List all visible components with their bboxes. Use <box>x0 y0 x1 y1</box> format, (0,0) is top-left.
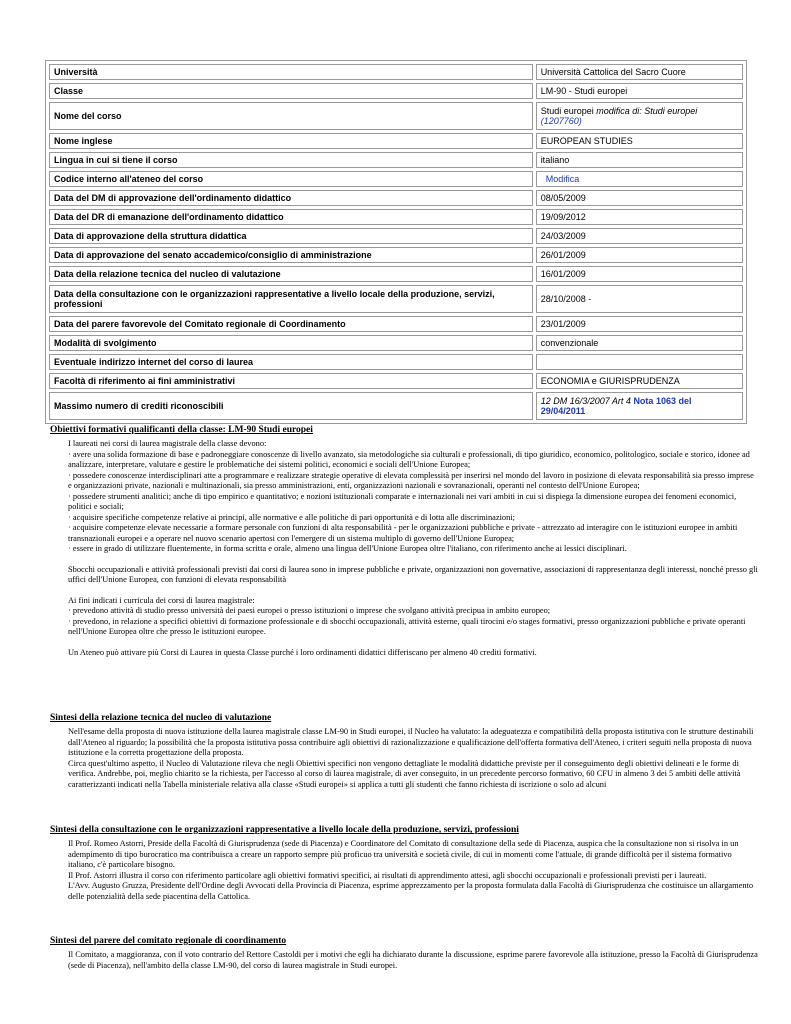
row-label: Classe <box>49 83 533 99</box>
row-label: Modalità di svolgimento <box>49 335 533 351</box>
section-title: Obiettivi formativi qualificanti della classe: LM-90 Studi europei <box>50 425 313 435</box>
section-body <box>68 950 758 971</box>
paragraph: Il Comitato, a maggioranza, con il voto contrario del Rettore Castoldi per i motivi che egli ha dichiarato durante la discussione, esprime parere favorevole alla istituzione, presso la Facoltà di Giurisprudenza (sede di Piacenza), nell'ambito della classe LM-90, del corso di laurea magistrale in Studi europei. <box>68 950 758 970</box>
table-row <box>49 209 743 225</box>
row-label: Data di approvazione del senato accademico/consiglio di amministrazione <box>49 247 533 263</box>
paragraph: Ai fini indicati i curricula dei corsi di laurea magistrale: <box>68 595 255 605</box>
row-value: 28/10/2008 - <box>536 285 743 313</box>
row-label: Nome inglese <box>49 133 533 149</box>
row-value: convenzionale <box>536 335 743 351</box>
table-row <box>49 373 743 389</box>
credits-reference: 12 DM 16/3/2007 Art 4 <box>540 396 631 406</box>
table-row <box>49 133 743 149</box>
paragraph: Il Prof. Romeo Astorri, Preside della Facoltà di Giurisprudenza (sede di Piacenza) e Coordinatore del Comitato di consultazione della sede di Piacenza, auspica che la consultazione non si risolva in un adempimento di tipo burocratico ma contribuisca a creare un rapporto sempre più proficuo tra università e società civile, di cui in momenti come l'attuale, di grande difficoltà per il sistema formativo italiano, c'è particolare bisogno. <box>68 839 739 869</box>
section-title: Sintesi della consultazione con le organizzazioni rappresentative a livello locale della produzione, servizi, professioni <box>50 825 519 835</box>
row-value <box>536 102 743 130</box>
table-row <box>49 64 743 80</box>
table-row <box>49 354 743 370</box>
table-row <box>49 228 743 244</box>
row-label: Data della consultazione con le organizzazioni rappresentative a livello locale della produzione, servizi, professioni <box>49 285 533 313</box>
table-row <box>49 335 743 351</box>
table-row <box>49 152 743 168</box>
modifica-link[interactable]: Modifica <box>545 174 580 184</box>
row-label: Data del DM di approvazione dell'ordinamento didattico <box>49 190 533 206</box>
row-value <box>536 171 743 187</box>
paragraph: · prevedono, in relazione a specifici obiettivi di formazione professionale e di sbocchi occupazionali, attività esterne, quali tirocini e/o stages formativi, presso organizzazioni pubbliche e private operanti nell'Unione Europea oltre che presso le istituzioni europee. <box>68 616 746 636</box>
section-title: Sintesi della relazione tecnica del nucleo di valutazione <box>50 713 272 723</box>
row-label: Facoltà di riferimento ai fini amministrativi <box>49 373 533 389</box>
paragraph: · acquisire competenze elevate necessarie a formare personale con funzioni di alta responsabilità - per le organizzazioni pubbliche e private - attrezzato ad interagire con le istituzioni europee in ambiti transnazionali europei e a operare nel nuovo scenario apertosi con l'emergere di un sistema multiplo di governo dell'Unione Europea; <box>68 523 738 543</box>
paragraph: L'Avv. Augusto Gruzza, Presidente dell'Ordine degli Avvocati della Provincia di Piacenza, esprime apprezzamento per la proposta formulata dalla Facoltà di Giurisprudenza che costituisce un allargamento delle potenzialità della sede piacentina della Cattolica. <box>68 881 754 901</box>
course-name: Studi europei <box>540 106 594 116</box>
row-label: Data di approvazione della struttura didattica <box>49 228 533 244</box>
paragraph: · avere una solida formazione di base e padroneggiare conoscenze di livello avanzato, sia metodologiche sia culturali e professionali, di tipo giuridico, economico, politologico, sociale e storico, idonee ad analizzare, interpretare, valutare e gestire le problematiche dei sistemi politici, economici e sociali dell'Unione Europea; <box>68 449 750 469</box>
table-row <box>49 247 743 263</box>
row-label: Codice interno all'ateneo del corso <box>49 171 533 187</box>
section-body <box>68 727 758 790</box>
row-value: 08/05/2009 <box>536 190 743 206</box>
row-value: 23/01/2009 <box>536 316 743 332</box>
table-row <box>49 285 743 313</box>
row-value: ECONOMIA e GIURISPRUDENZA <box>536 373 743 389</box>
row-value: LM-90 - Studi europei <box>536 83 743 99</box>
paragraph: Nell'esame della proposta di nuova istituzione della laurea magistrale classe LM-90 in Studi europei, il Nucleo ha valutato: la adeguatezza e compatibilità della proposta istitutiva con le strutture destinabili dall'Ateneo al riguardo; la possibilità che la proposta istitutiva possa contribuire agli obiettivi di razionalizzazione e qualificazione dell'offerta formativa dell'Ateneo, i criteri seguiti nella proposta di nuova istituzione e la corretta progettazione della proposta. <box>68 727 754 757</box>
paragraph: I laureati nei corsi di laurea magistrale della classe devono: <box>68 439 267 448</box>
nota-link[interactable]: Nota 1063 del 29/04/2011 <box>540 396 692 416</box>
section-title: Sintesi del parere del comitato regionale di coordinamento <box>50 936 287 946</box>
table-row <box>49 190 743 206</box>
row-label: Lingua in cui si tiene il corso <box>49 152 533 168</box>
course-modification-note: modifica di: Studi europei <box>596 106 698 116</box>
row-label: Data della relazione tecnica del nucleo di valutazione <box>49 266 533 282</box>
row-value: Università Cattolica del Sacro Cuore <box>536 64 743 80</box>
row-value: 19/09/2012 <box>536 209 743 225</box>
table-row <box>49 266 743 282</box>
row-value: 16/01/2009 <box>536 266 743 282</box>
paragraph: · essere in grado di utilizzare fluentemente, in forma scritta e orale, almeno una lingua dell'Unione Europea oltre l'italiano, con riferimento anche ai lessici disciplinari. <box>68 544 627 553</box>
table-row <box>49 392 743 420</box>
row-label: Eventuale indirizzo internet del corso di laurea <box>49 354 533 370</box>
table-row <box>49 316 743 332</box>
paragraph: Circa quest'ultimo aspetto, il Nucleo di Valutazione rileva che negli Obiettivi specifici non vengono dettagliate le modalità didattiche previste per il conseguimento degli obiettivi delineati e le forme di verifica. Andrebbe, poi, meglio chiarito se la richiesta, per l'accesso al corso di laurea magistrale, di aver conseguito, in un precedente percorso formativo, 60 CFU in almeno 3 dei 5 ambiti delle attività caratterizzanti indicati nella Tabella ministeriale relativa alla classe «Studi europei» si applica a tutti gli studenti che fanno richiesta di iscrizione o solo ad alcuni <box>68 758 741 789</box>
table-row <box>49 102 743 130</box>
paragraph: · possedere conoscenze interdisciplinari atte a programmare e realizzare strategie operative di elevata complessità per inserirsi nel mondo del lavoro in posizione di elevata responsabilità sia presso imprese e organizzazioni private, nazionali e multinazionali, sia presso amministrazioni, enti, organizzazioni nazionali e sovranazionali, operanti nel contesto dell'Unione Europea; <box>68 470 754 490</box>
course-info-table <box>45 60 747 424</box>
row-value <box>536 392 743 420</box>
row-label: Massimo numero di crediti riconoscibili <box>49 392 533 420</box>
section-obiettivi <box>50 425 758 658</box>
row-label: Nome del corso <box>49 102 533 130</box>
row-value: EUROPEAN STUDIES <box>536 133 743 149</box>
section-comitato <box>50 936 758 971</box>
row-value: 24/03/2009 <box>536 228 743 244</box>
row-value: 26/01/2009 <box>536 247 743 263</box>
paragraph: Sbocchi occupazionali e attività professionali previsti dai corsi di laurea sono in imprese pubbliche e private, organizzazioni non governative, associazioni di rappresentanza degli interessi, nonché presso gli uffici dell'Unione Europea, con funzioni di elevata responsabilità <box>68 564 758 584</box>
section-body <box>68 839 758 902</box>
section-nucleo <box>50 713 758 790</box>
paragraph: Un Ateneo può attivare più Corsi di Laurea in questa Classe purché i loro ordinamenti didattici differiscano per almeno 40 crediti formativi. <box>68 647 537 657</box>
paragraph: · prevedono attività di studio presso università dei paesi europei o presso istituzioni o imprese che svolgano attività precipua in ambito europeo; <box>68 606 551 615</box>
row-label: Università <box>49 64 533 80</box>
row-label: Data del DR di emanazione dell'ordinamento didattico <box>49 209 533 225</box>
row-label: Data del parere favorevole del Comitato regionale di Coordinamento <box>49 316 533 332</box>
row-value: italiano <box>536 152 743 168</box>
course-code-link[interactable]: (1207760) <box>540 116 582 126</box>
section-consultazione <box>50 825 758 902</box>
row-value <box>536 354 743 370</box>
paragraph: Il Prof. Astorri illustra il corso con riferimento particolare agli obiettivi formativi specifici, ai risultati di apprendimento attesi, agli sbocchi occupazionali e professionali previsti per i laureati. <box>68 870 707 880</box>
section-body <box>68 439 758 658</box>
paragraph: · acquisire specifiche competenze relative ai principi, alle normative e alle politiche di pari opportunità e di lotta alle discriminazioni; <box>68 512 515 522</box>
table-row <box>49 83 743 99</box>
paragraph: · possedere strumenti analitici; anche di tipo empirico e quantitativo; e nozioni istituzionali comparate e internazionali nei vari ambiti in cui si dispiega la dimensione europea dei fenomeni economici, politici e sociali; <box>68 491 737 511</box>
table-row <box>49 171 743 187</box>
